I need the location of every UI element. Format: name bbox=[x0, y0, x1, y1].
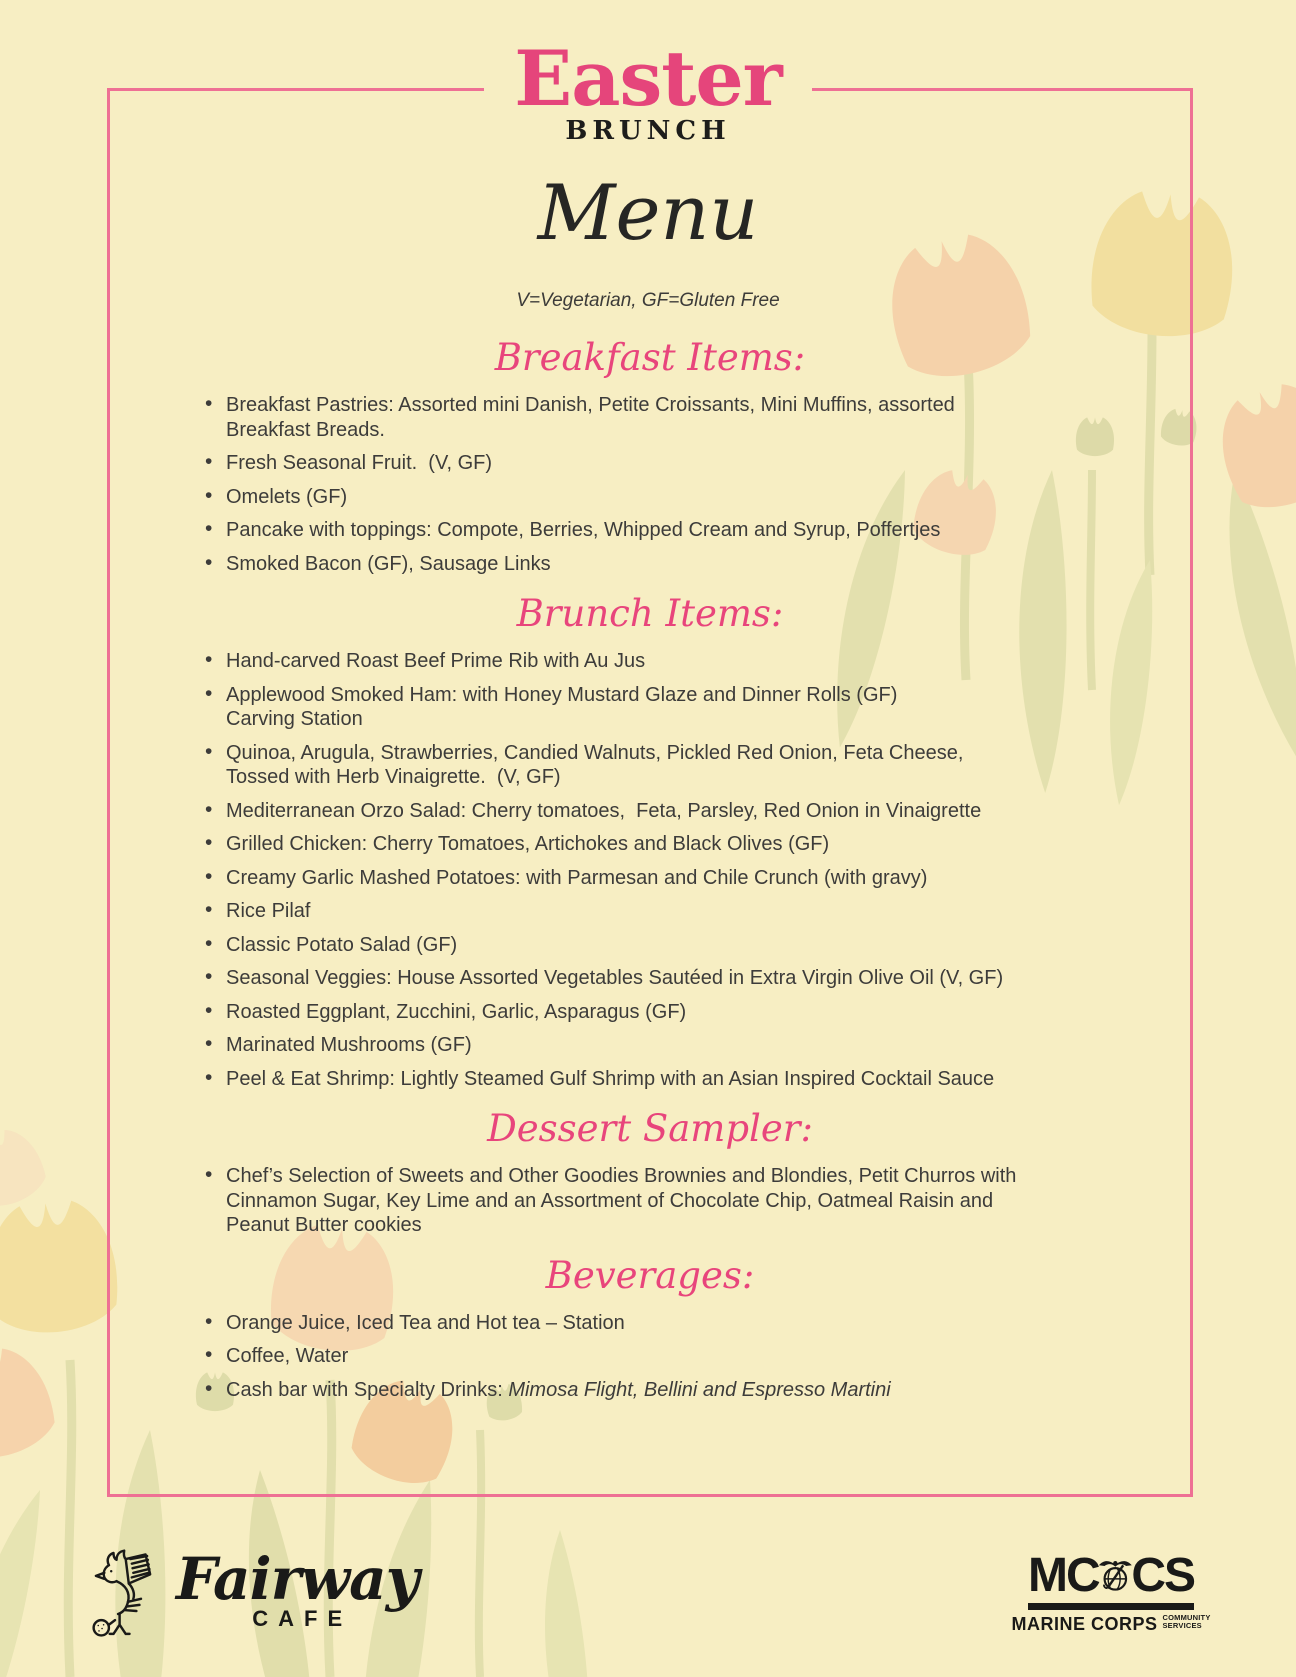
mccs-wordmark bbox=[1028, 1551, 1194, 1601]
mccs-community: COMMUNITY bbox=[1162, 1613, 1211, 1622]
menu-heading: Menu bbox=[537, 168, 759, 257]
mccs-divider-bar bbox=[1028, 1603, 1194, 1610]
eagle-globe-anchor-icon bbox=[1096, 1551, 1135, 1601]
menu-item: • Seasonal Veggies: House Assorted Vegetables Sautéed in Extra Virgin Olive Oil (V, GF) bbox=[204, 966, 1134, 991]
fairway-cafe-logo bbox=[86, 1540, 418, 1650]
rooster-golfball-icon bbox=[86, 1546, 170, 1650]
menu-item: • Smoked Bacon (GF), Sausage Links bbox=[204, 552, 1134, 577]
section-heading: Breakfast Items: bbox=[494, 336, 806, 379]
menu-list bbox=[204, 1311, 1134, 1403]
mccs-services: SERVICES bbox=[1162, 1621, 1202, 1630]
menu-item: • Classic Potato Salad (GF) bbox=[204, 933, 1134, 958]
dietary-legend: V=Vegetarian, GF=Gluten Free bbox=[516, 290, 780, 311]
header bbox=[0, 34, 1296, 146]
menu-item: • Orange Juice, Iced Tea and Hot tea – Station bbox=[204, 1311, 1134, 1336]
menu-item: • Cash bar with Specialty Drinks: Mimosa Flight, Bellini and Espresso Martini bbox=[204, 1378, 1134, 1403]
fairway-wordmark bbox=[176, 1540, 418, 1632]
menu-item: • Breakfast Pastries: Assorted mini Danish, Petite Croissants, Mini Muffins, assorted Breakfast Breads. bbox=[204, 393, 1134, 442]
mccs-letters-right: CS bbox=[1131, 1549, 1194, 1602]
mccs-letters-left: MC bbox=[1028, 1549, 1099, 1602]
menu-item: • Grilled Chicken: Cherry Tomatoes, Artichokes and Black Olives (GF) bbox=[204, 832, 1134, 857]
menu-list bbox=[204, 649, 1134, 1091]
mccs-community-services bbox=[1162, 1614, 1210, 1630]
mccs-logo bbox=[1011, 1549, 1211, 1635]
fairway-name: Fairway bbox=[176, 1545, 419, 1613]
menu-item: • Rice Pilaf bbox=[204, 899, 1134, 924]
menu-item: • Marinated Mushrooms (GF) bbox=[204, 1033, 1134, 1058]
menu-item: • Coffee, Water bbox=[204, 1344, 1134, 1369]
section-heading: Brunch Items: bbox=[516, 592, 784, 635]
menu-list bbox=[204, 1164, 1134, 1238]
menu-item: • Applewood Smoked Ham: with Honey Mustard Glaze and Dinner Rolls (GF) Carving Station bbox=[204, 683, 1134, 732]
fairway-cafe-label: CAFE bbox=[252, 1606, 353, 1631]
section-heading: Dessert Sampler: bbox=[487, 1107, 813, 1150]
section-heading: Beverages: bbox=[545, 1253, 755, 1297]
menu-item: • Omelets (GF) bbox=[204, 485, 1134, 510]
menu-list bbox=[204, 393, 1134, 576]
menu-item: • Fresh Seasonal Fruit. (V, GF) bbox=[204, 451, 1134, 476]
menu-item: • Roasted Eggplant, Zucchini, Garlic, Asparagus (GF) bbox=[204, 1000, 1134, 1025]
mccs-marine-corps: MARINE CORPS bbox=[1011, 1614, 1158, 1634]
menu-item: • Quinoa, Arugula, Strawberries, Candied Walnuts, Pickled Red Onion, Feta Cheese, Tossed with Herb Vinaigrette. (V, GF) bbox=[204, 741, 1134, 790]
menu-item-italic: Mimosa Flight, Bellini and Espresso Martini bbox=[508, 1378, 891, 1401]
page-title: Easter bbox=[484, 42, 811, 116]
menu-item: • Hand-carved Roast Beef Prime Rib with Au Jus bbox=[204, 649, 1134, 674]
page-subtitle: BRUNCH bbox=[565, 116, 731, 146]
menu-item: • Chef’s Selection of Sweets and Other Goodies Brownies and Blondies, Petit Churros with Cinnamon Sugar, Key Lime and an Assortment of Chocolate Chip, Oatmeal Raisin and Peanut Butter cookies bbox=[204, 1164, 1134, 1238]
menu-item: • Peel & Eat Shrimp: Lightly Steamed Gulf Shrimp with an Asian Inspired Cocktail Sauce bbox=[204, 1067, 1134, 1092]
menu-item: • Pancake with toppings: Compote, Berries, Whipped Cream and Syrup, Poffertjes bbox=[204, 518, 1134, 543]
mccs-subtitle bbox=[1011, 1613, 1211, 1635]
menu-item: • Mediterranean Orzo Salad: Cherry tomatoes, Feta, Parsley, Red Onion in Vinaigrette bbox=[204, 799, 1134, 824]
menu-item: • Creamy Garlic Mashed Potatoes: with Parmesan and Chile Crunch (with gravy) bbox=[204, 866, 1134, 891]
menu-sections bbox=[107, 320, 1193, 1411]
